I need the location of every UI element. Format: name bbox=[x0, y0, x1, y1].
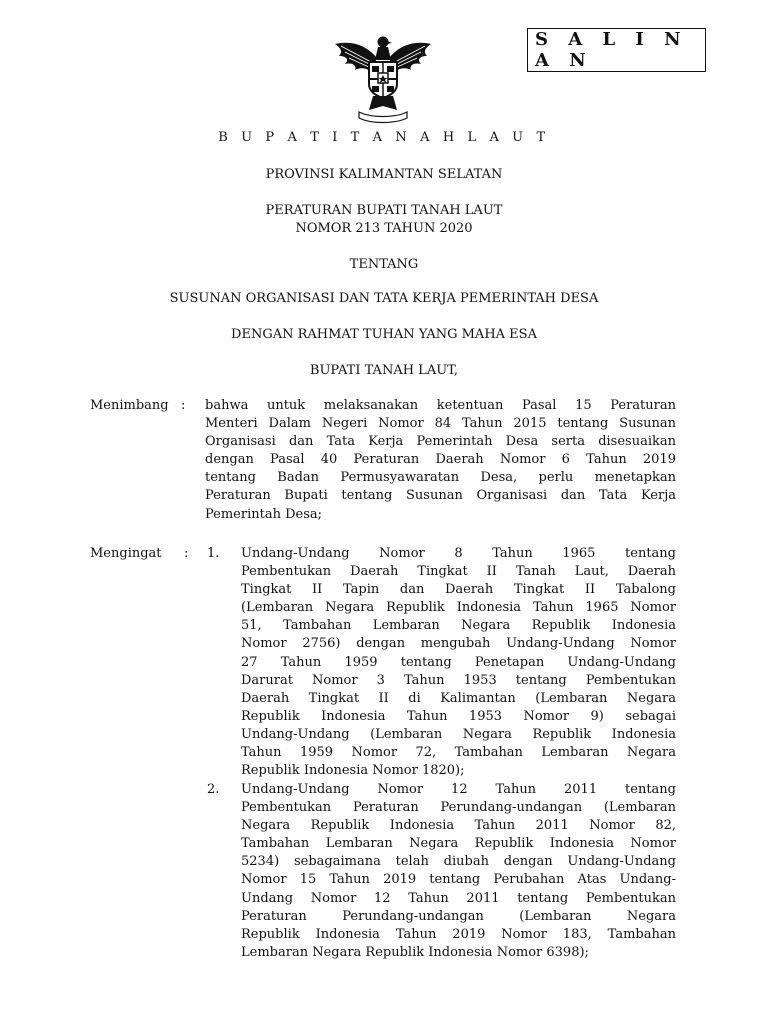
mengingat-line: Republik Indonesia Tahun 1953 Nomor 9) sebagai bbox=[241, 708, 676, 724]
mengingat-label: Mengingat bbox=[90, 546, 162, 561]
mengingat-line: Undang-Undang (Lembaran Negara Republik Indonesia bbox=[241, 726, 676, 742]
menimbang-line: Pemerintah Desa; bbox=[205, 506, 323, 522]
mengingat-line: Tingkat II Tapin dan Daerah Tingkat II Tabalong bbox=[241, 582, 676, 598]
menimbang-line: dengan Pasal 40 Peraturan Daerah Nomor 6 Tahun 2019 bbox=[205, 452, 676, 468]
office-title: B U P A T I T A N A H L A U T bbox=[218, 130, 550, 145]
mengingat-line: Nomor 2756) dengan mengubah Undang-Undang Nomor bbox=[241, 636, 676, 652]
mengingat-line: 5234) sebagaimana telah diubah dengan Undang-Undang bbox=[241, 854, 676, 870]
mengingat-item-number: 2. bbox=[207, 782, 220, 797]
menimbang-label: Menimbang bbox=[90, 398, 169, 413]
mengingat-line: Negara Republik Indonesia Tahun 2011 Nomor 82, bbox=[241, 818, 676, 834]
regulation-number: NOMOR 213 TAHUN 2020 bbox=[295, 221, 473, 236]
mengingat-line: Tahun 1959 Nomor 72, Tambahan Lembaran Negara bbox=[241, 745, 676, 761]
menimbang-line: Menteri Dalam Negeri Nomor 84 Tahun 2015 tentang Susunan bbox=[205, 416, 676, 432]
tentang-heading: TENTANG bbox=[349, 257, 419, 272]
menimbang-colon: : bbox=[181, 398, 186, 413]
province-title: PROVINSI KALIMANTAN SELATAN bbox=[265, 167, 503, 182]
salinan-stamp: S A L I N A N bbox=[527, 28, 706, 72]
subject-title: SUSUNAN ORGANISASI DAN TATA KERJA PEMERINTAH DESA bbox=[169, 291, 599, 306]
mengingat-line: Peraturan Perundang-undangan (Lembaran Negara bbox=[241, 908, 676, 924]
mengingat-line: Undang Nomor 12 Tahun 2011 tentang Pembentukan bbox=[241, 890, 676, 906]
mengingat-line: Lembaran Negara Republik Indonesia Nomor 6398); bbox=[241, 944, 589, 960]
menimbang-text bbox=[205, 397, 676, 524]
mengingat-line: Republik Indonesia Tahun 2019 Nomor 183, Tambahan bbox=[241, 926, 676, 942]
mengingat-line: Darurat Nomor 3 Tahun 1953 tentang Pembentukan bbox=[241, 672, 676, 688]
mengingat-line: Republik Indonesia Nomor 1820); bbox=[241, 763, 465, 779]
mengingat-line: Undang-Undang Nomor 12 Tahun 2011 tentang bbox=[241, 782, 676, 797]
mengingat-item-2-text bbox=[241, 781, 676, 962]
garuda-emblem-icon bbox=[331, 32, 435, 124]
menimbang-line: Organisasi dan Tata Kerja Pemerintah Desa serta disesuaikan bbox=[205, 434, 676, 450]
mengingat-line: 51, Tambahan Lembaran Negara Republik Indonesia bbox=[241, 618, 676, 634]
issuer-title: BUPATI TANAH LAUT, bbox=[309, 363, 459, 378]
mengingat-line: Nomor 15 Tahun 2019 tentang Perubahan Atas Undang- bbox=[241, 872, 676, 888]
mengingat-line: Pembentukan Daerah Tingkat II Tanah Laut, Daerah bbox=[241, 564, 676, 580]
mengingat-line: Daerah Tingkat II di Kalimantan (Lembaran Negara bbox=[241, 690, 676, 706]
menimbang-line: tentang Badan Permusyawaratan Desa, perlu menetapkan bbox=[205, 470, 676, 486]
menimbang-line: Peraturan Bupati tentang Susunan Organisasi dan Tata Kerja bbox=[205, 488, 676, 504]
mengingat-colon: : bbox=[184, 546, 189, 561]
mengingat-item-number: 1. bbox=[207, 546, 220, 561]
mengingat-line: Undang-Undang Nomor 8 Tahun 1965 tentang bbox=[241, 546, 676, 561]
mengingat-line: Pembentukan Peraturan Perundang-undangan (Lembaran bbox=[241, 800, 676, 816]
menimbang-line: bahwa untuk melaksanakan ketentuan Pasal 15 Peraturan bbox=[205, 398, 676, 413]
regulation-title: PERATURAN BUPATI TANAH LAUT bbox=[265, 203, 503, 218]
mengingat-line: (Lembaran Negara Republik Indonesia Tahun 1965 Nomor bbox=[241, 600, 676, 616]
mengingat-item-1-text bbox=[241, 545, 676, 780]
invocation: DENGAN RAHMAT TUHAN YANG MAHA ESA bbox=[231, 327, 537, 342]
mengingat-line: Tambahan Lembaran Negara Republik Indonesia Nomor bbox=[241, 836, 676, 852]
mengingat-line: 27 Tahun 1959 tentang Penetapan Undang-Undang bbox=[241, 654, 676, 670]
